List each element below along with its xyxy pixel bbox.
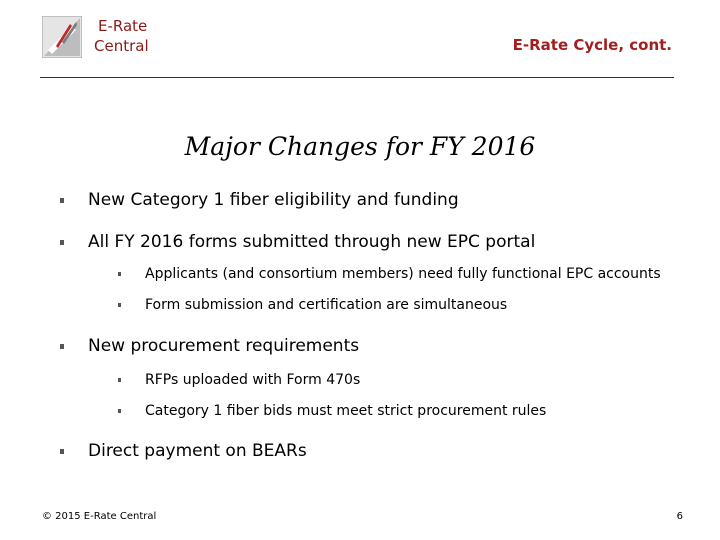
bullet-marker-icon xyxy=(60,240,64,245)
sub-bullet-item xyxy=(118,297,507,313)
bullet-text: Direct payment on BEARs xyxy=(88,441,307,461)
bullet-item xyxy=(60,441,307,461)
header-title: E-Rate Cycle, cont. xyxy=(512,36,672,54)
sub-bullet-item xyxy=(118,403,546,419)
bullet-text: New Category 1 fiber eligibility and funding xyxy=(88,190,459,210)
header-divider xyxy=(40,77,674,78)
bullet-marker-icon xyxy=(118,409,121,413)
bullet-marker-icon xyxy=(118,272,121,276)
bullet-item xyxy=(60,336,359,356)
sub-bullet-item xyxy=(118,266,661,282)
bullet-text: New procurement requirements xyxy=(88,336,360,356)
sub-bullet-item xyxy=(118,372,360,388)
e-rate-logo-icon xyxy=(42,16,82,58)
bullet-marker-icon xyxy=(60,198,64,203)
bullet-marker-icon xyxy=(118,303,121,307)
bullet-item xyxy=(60,232,535,252)
bullet-marker-icon xyxy=(60,344,64,349)
footer-copyright: © 2015 E-Rate Central xyxy=(42,511,157,522)
sub-bullet-text: RFPs uploaded with Form 470s xyxy=(145,372,361,388)
slide-title: Major Changes for FY 2016 xyxy=(184,132,536,161)
sub-bullet-text: Category 1 fiber bids must meet strict procurement rules xyxy=(145,403,547,419)
sub-bullet-text: Form submission and certification are simultaneous xyxy=(145,297,508,313)
bullet-marker-icon xyxy=(118,378,121,382)
page-number: 6 xyxy=(676,511,683,522)
bullet-item xyxy=(60,190,459,210)
logo-text-line1: E-Rate xyxy=(98,17,148,35)
logo-wordmark xyxy=(94,16,149,56)
bullet-marker-icon xyxy=(60,449,64,454)
logo-text-line2: Central xyxy=(94,37,149,55)
bullet-text: All FY 2016 forms submitted through new EPC portal xyxy=(88,232,536,252)
sub-bullet-text: Applicants (and consortium members) need fully functional EPC accounts xyxy=(145,266,661,282)
